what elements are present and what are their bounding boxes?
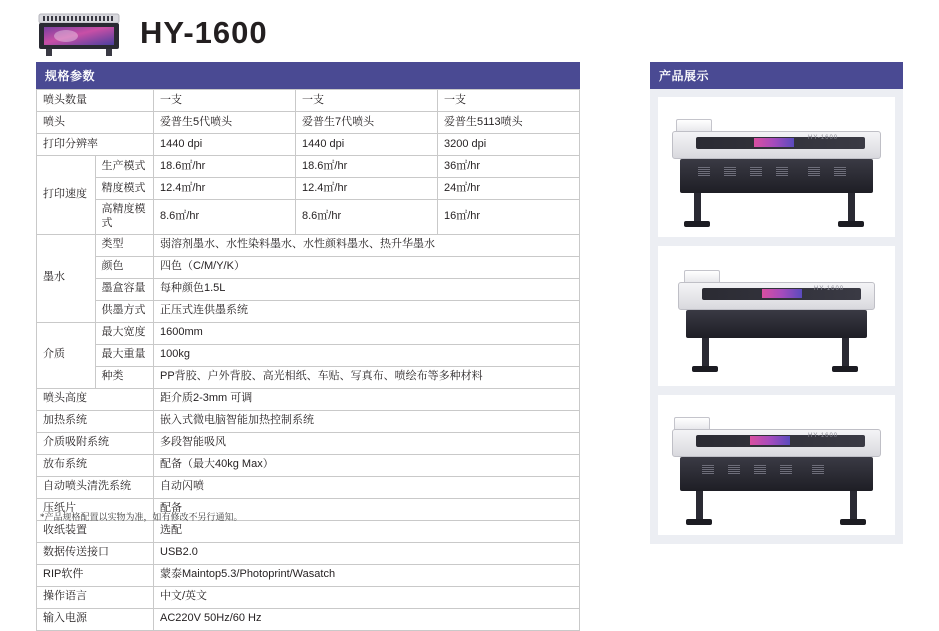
page-header: [36, 8, 268, 58]
row-sublabel: 生产模式: [95, 156, 154, 178]
row-label: 打印速度: [37, 156, 96, 235]
printer-illustration-icon: [36, 8, 122, 58]
printer-leg: [702, 338, 709, 368]
table-row: [37, 410, 580, 432]
row-sublabel: 类型: [95, 234, 154, 256]
table-row: [37, 156, 580, 178]
table-row: [37, 134, 580, 156]
row-cell: 12.4㎡/hr: [296, 178, 438, 200]
table-row: [37, 278, 580, 300]
row-cell: 18.6㎡/hr: [296, 156, 438, 178]
printer-vent: [780, 465, 792, 475]
row-cell: 一支: [438, 90, 580, 112]
row-cell: 100kg: [154, 344, 580, 366]
printer-badge: HY-1600: [814, 286, 845, 292]
row-cell: 自动闪喷: [154, 476, 580, 498]
printer-leg: [696, 491, 703, 521]
row-label: 加热系统: [37, 410, 154, 432]
table-row: [37, 300, 580, 322]
table-row: [37, 178, 580, 200]
printer-lower-panel: [686, 310, 867, 338]
row-label: 收纸装置: [37, 520, 154, 542]
row-cell: 1600mm: [154, 322, 580, 344]
row-label: 介质吸附系统: [37, 432, 154, 454]
row-label: 喷头: [37, 112, 154, 134]
printer-foot: [684, 221, 710, 227]
printer-vent: [834, 167, 846, 177]
row-cell: 弱溶剂墨水、水性染料墨水、水性颜料墨水、热升华墨水: [154, 234, 580, 256]
printer-vent: [808, 167, 820, 177]
row-cell: 配备（最大40kg Max）: [154, 454, 580, 476]
row-cell: 距介质2-3mm 可调: [154, 388, 580, 410]
table-row: [37, 112, 580, 134]
printer-vent: [698, 167, 710, 177]
row-label: 墨水: [37, 234, 96, 322]
table-row: [37, 344, 580, 366]
row-label: 自动喷头清洗系统: [37, 476, 154, 498]
row-cell: 正压式连供墨系统: [154, 300, 580, 322]
row-sublabel: 供墨方式: [95, 300, 154, 322]
row-cell: 一支: [154, 90, 296, 112]
row-cell: 24㎡/hr: [438, 178, 580, 200]
printer-foot: [832, 366, 858, 372]
table-row: [37, 608, 580, 630]
printer-color-band: [762, 289, 802, 298]
printer-color-band: [750, 436, 790, 445]
row-cell: 一支: [296, 90, 438, 112]
row-cell: 嵌入式微电脑智能加热控制系统: [154, 410, 580, 432]
spec-panel: [36, 62, 580, 631]
row-cell: 1440 dpi: [296, 134, 438, 156]
row-cell: 四色（C/M/Y/K）: [154, 256, 580, 278]
table-row: [37, 90, 580, 112]
table-row: [37, 520, 580, 542]
printer-badge: HY-1600: [808, 135, 839, 141]
gallery-panel: [650, 62, 903, 544]
printer-color-band: [754, 138, 794, 147]
row-label: 放布系统: [37, 454, 154, 476]
row-cell: 配备: [154, 498, 580, 520]
row-cell: 36㎡/hr: [438, 156, 580, 178]
row-cell: 选配: [154, 520, 580, 542]
row-sublabel: 最大宽度: [95, 322, 154, 344]
row-sublabel: 高精度模式: [95, 200, 154, 235]
printer-vent: [812, 465, 824, 475]
row-cell: AC220V 50Hz/60 Hz: [154, 608, 580, 630]
spec-table: [36, 89, 580, 631]
row-cell: 爱普生5代喷头: [154, 112, 296, 134]
row-label: 压纸片: [37, 498, 154, 520]
spec-panel-title: 规格参数: [36, 62, 580, 89]
printer-leg: [842, 338, 849, 368]
table-row: [37, 432, 580, 454]
table-row: [37, 366, 580, 388]
printer-leg: [850, 491, 857, 521]
row-cell: 每种颜色1.5L: [154, 278, 580, 300]
row-sublabel: 最大重量: [95, 344, 154, 366]
page-title: HY-1600: [140, 15, 268, 50]
row-cell: 8.6㎡/hr: [296, 200, 438, 235]
printer-photo-side[interactable]: [658, 395, 895, 535]
row-cell: USB2.0: [154, 542, 580, 564]
row-cell: 1440 dpi: [154, 134, 296, 156]
row-cell: 爱普生7代喷头: [296, 112, 438, 134]
row-cell: 12.4㎡/hr: [154, 178, 296, 200]
spec-footnote: *产品规格配置以实物为准，如有修改不另行通知。: [40, 512, 243, 522]
printer-foot: [838, 221, 864, 227]
printer-vent: [702, 465, 714, 475]
row-label: 喷头高度: [37, 388, 154, 410]
printer-vent: [776, 167, 788, 177]
row-cell: 爱普生5113喷头: [438, 112, 580, 134]
printer-vent: [724, 167, 736, 177]
row-cell: 18.6㎡/hr: [154, 156, 296, 178]
table-row: [37, 322, 580, 344]
printer-foot: [686, 519, 712, 525]
table-row: [37, 388, 580, 410]
row-cell: PP背胶、户外背胶、高光相纸、车贴、写真布、喷绘布等多种材料: [154, 366, 580, 388]
row-sublabel: 种类: [95, 366, 154, 388]
gallery-panel-title: 产品展示: [650, 62, 903, 89]
row-sublabel: 颜色: [95, 256, 154, 278]
printer-foot: [840, 519, 866, 525]
gallery-body: [650, 89, 903, 544]
row-cell: 多段智能吸风: [154, 432, 580, 454]
row-cell: 蒙泰Maintop5.3/Photoprint/Wasatch: [154, 564, 580, 586]
row-label: 操作语言: [37, 586, 154, 608]
table-row: [37, 542, 580, 564]
table-row: [37, 454, 580, 476]
row-label: 数据传送接口: [37, 542, 154, 564]
printer-vent: [728, 465, 740, 475]
row-label: 输入电源: [37, 608, 154, 630]
printer-leg: [848, 193, 855, 223]
row-label: 介质: [37, 322, 96, 388]
table-row: [37, 564, 580, 586]
printer-vent: [754, 465, 766, 475]
printer-photo-front[interactable]: [658, 97, 895, 237]
row-cell: 中文/英文: [154, 586, 580, 608]
printer-vent: [750, 167, 762, 177]
table-row: [37, 200, 580, 235]
row-cell: 3200 dpi: [438, 134, 580, 156]
row-label: 喷头数量: [37, 90, 154, 112]
printer-leg: [694, 193, 701, 223]
printer-badge: HY-1600: [808, 433, 839, 439]
row-label: 打印分辨率: [37, 134, 154, 156]
table-row: [37, 586, 580, 608]
table-row: [37, 256, 580, 278]
row-cell: 8.6㎡/hr: [154, 200, 296, 235]
table-row: [37, 476, 580, 498]
printer-photo-angle[interactable]: [658, 246, 895, 386]
row-sublabel: 墨盒容量: [95, 278, 154, 300]
row-label: RIP软件: [37, 564, 154, 586]
row-cell: 16㎡/hr: [438, 200, 580, 235]
row-sublabel: 精度模式: [95, 178, 154, 200]
printer-foot: [692, 366, 718, 372]
table-row: [37, 234, 580, 256]
